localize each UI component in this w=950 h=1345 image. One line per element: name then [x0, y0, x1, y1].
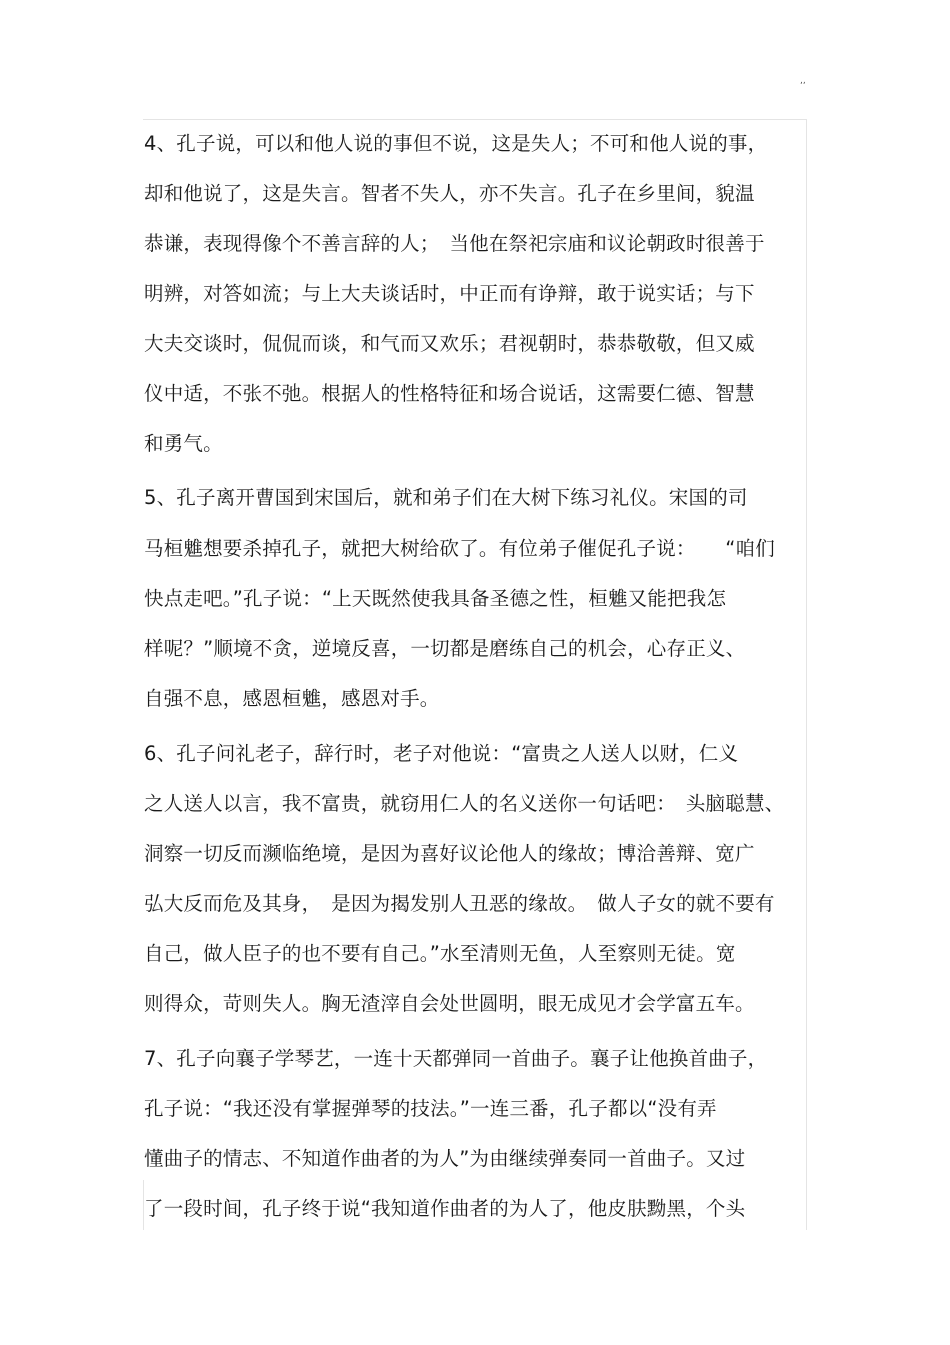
- text-line: 弘大反而危及其身， 是因为揭发别人丑恶的缘故。 做人子女的就不要有: [144, 892, 775, 915]
- frame-top-border: [143, 119, 807, 120]
- text-line: 快点走吧。”孔子说：“上天既然使我具备圣德之性，桓魋又能把我怎: [144, 587, 727, 610]
- text-line: 自己，做人臣子的也不要有自己。”水至清则无鱼，人至察则无徒。宽: [144, 942, 736, 965]
- text-line: 7、孔子向襄子学琴艺，一连十天都弹同一首曲子。襄子让他换首曲子，: [144, 1047, 768, 1070]
- text-line: 4、孔子说，可以和他人说的事但不说，这是失人；不可和他人说的事，: [144, 132, 768, 155]
- text-line: 恭谦，表现得像个不善言辞的人； 当他在祭祀宗庙和议论朝政时很善于: [144, 232, 765, 255]
- text-line: 了一段时间，孔子终于说“我知道作曲者的为人了，他皮肤黝黑，个头: [144, 1197, 746, 1220]
- text-line: 却和他说了，这是失言。智者不失人，亦不失言。孔子在乡里间，貌温: [144, 182, 755, 205]
- page-corner-mark: ,,: [800, 76, 806, 86]
- text-line: 之人送人以言，我不富贵，就窃用仁人的名义送你一句话吧： 头脑聪慧、: [144, 792, 785, 815]
- text-line: 洞察一切反而濒临绝境，是因为喜好议论他人的缘故；博洽善辩、宽广: [144, 842, 755, 865]
- text-line: 样呢？”顺境不贪，逆境反喜，一切都是磨练自己的机会，心存正义、: [144, 637, 746, 660]
- text-line: 懂曲子的情志、不知道作曲者的为人”为由继续弹奏同一首曲子。又过: [144, 1147, 746, 1170]
- frame-right-border: [806, 119, 807, 1230]
- text-line: 大夫交谈时，侃侃而谈，和气而又欢乐；君视朝时，恭恭敬敬，但又威: [144, 332, 755, 355]
- text-line: 仪中适，不张不弛。根据人的性格特征和场合说话，这需要仁德、智慧: [144, 382, 755, 405]
- text-line: 自强不息，感恩桓魋，感恩对手。: [144, 687, 440, 710]
- text-line: 和勇气。: [144, 432, 223, 455]
- text-line: 孔子说：“我还没有掌握弹琴的技法。”一连三番，孔子都以“没有弄: [144, 1097, 717, 1120]
- text-line: 明辨，对答如流；与上大夫谈话时，中正而有诤辩，敢于说实话；与下: [144, 282, 755, 305]
- text-line: 5、孔子离开曹国到宋国后，就和弟子们在大树下练习礼仪。宋国的司: [144, 486, 748, 509]
- text-line: 6、孔子问礼老子，辞行时，老子对他说：“富贵之人送人以财，仁义: [144, 742, 739, 765]
- text-line: 马桓魋想要杀掉孔子，就把大树给砍了。有位弟子催促孔子说： “咱们: [144, 537, 775, 560]
- text-line: 则得众，苛则失人。胸无渣滓自会处世圆明，眼无成见才会学富五车。: [144, 992, 755, 1015]
